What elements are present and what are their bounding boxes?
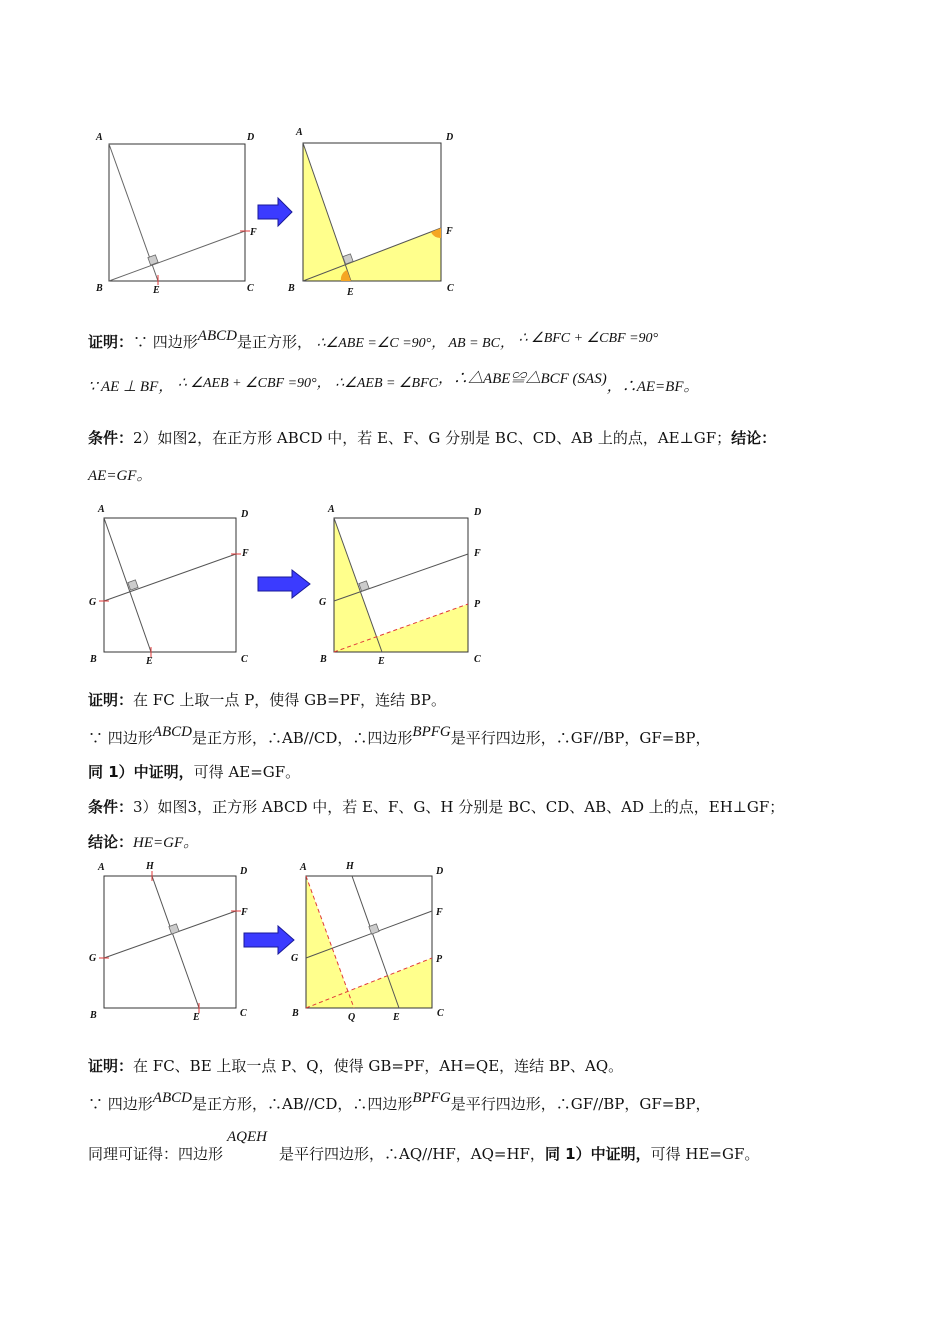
proof-2-line-1 [88, 690, 446, 710]
figure-1-right [287, 127, 454, 298]
abcd: ABCD [152, 724, 192, 740]
figure-3-right [291, 861, 444, 1023]
label-C: C [241, 654, 248, 665]
text: ∵ 四边形 [133, 333, 198, 351]
proof-3-line-1 [88, 1056, 623, 1076]
figure-2-right [319, 504, 481, 667]
label-F: F [241, 907, 248, 918]
math: ∴∠ABE =∠C =90°， AB = BC， [316, 336, 514, 351]
label-Q: Q [348, 1012, 356, 1023]
figure-2 [86, 500, 496, 672]
label-E: E [347, 287, 354, 298]
condition-2 [88, 428, 776, 448]
proof-label: 证明： [88, 691, 134, 709]
label-P: P [436, 954, 443, 965]
label-B: B [320, 654, 327, 665]
label-B: B [90, 1010, 97, 1021]
proof-1-line-2 [88, 371, 699, 398]
proof-label: 同 1）中证明， [88, 763, 194, 781]
text: ∵ 四边形 [88, 729, 153, 747]
text: 是平行四边形，∴GF//BP，GF=BP， [450, 1095, 711, 1113]
proof-label: 同 1）中证明， [544, 1145, 651, 1163]
label-F: F [474, 548, 481, 559]
text: 在 FC、BE 上取一点 P、Q，使得 GB=PF，AH=QE，连结 BP、AQ。 [133, 1057, 624, 1075]
text: 可得 AE=GF。 [193, 763, 301, 781]
conclusion-label: 结论： [88, 833, 134, 851]
label-F: F [436, 907, 443, 918]
label-C: C [447, 283, 454, 294]
text: 同理可证得：四边形 [88, 1145, 224, 1163]
label-E: E [393, 1012, 400, 1023]
arrow-icon [244, 926, 294, 954]
aqeh: AQEH [227, 1129, 268, 1145]
label-G: G [89, 597, 97, 608]
math: ∵ AE ⊥ BF， [88, 379, 174, 395]
label-B: B [96, 283, 103, 294]
label-F: F [250, 227, 257, 238]
math: ∴ ∠BFC + ∠CBF =90° [518, 331, 659, 346]
label-F: F [446, 226, 453, 237]
label-C: C [240, 1008, 247, 1019]
condition-label: 条件： [88, 798, 134, 816]
proof-1-line-1 [88, 328, 659, 354]
label-G: G [291, 953, 299, 964]
text: ∵ 四边形 [88, 1095, 153, 1113]
label-H: H [146, 861, 154, 872]
label-A: A [98, 504, 105, 515]
conclusion-2: AE=GF。 [88, 468, 152, 484]
conclusion-label: 结论： [731, 429, 777, 447]
label-E: E [146, 656, 153, 667]
math: ∴∠AEB = ∠BFC [335, 376, 438, 391]
label-E: E [378, 656, 385, 667]
condition-text: 2）如图2，在正方形 ABCD 中，若 E、F、G 分别是 BC、CD、AB 上的点，AE⊥GF； [133, 429, 732, 447]
label-A: A [96, 132, 103, 143]
label-P: P [474, 599, 481, 610]
figure-3 [86, 856, 466, 1028]
label-A: A [300, 862, 307, 873]
abcd: ABCD [197, 328, 237, 344]
label-D: D [474, 507, 482, 518]
conclusion-text: HE=GF。 [133, 835, 199, 851]
condition-3 [88, 797, 784, 817]
label-A: A [296, 127, 303, 138]
figure-1-left [95, 132, 257, 296]
label-E: E [193, 1012, 200, 1023]
condition-text: 3）如图3，正方形 ABCD 中，若 E、F、G、H 分别是 BC、CD、AB、AD 上的点，EH⊥GF； [133, 798, 785, 816]
figure-3-left [89, 861, 248, 1023]
label-D: D [436, 866, 444, 877]
proof-3-line-2 [88, 1090, 711, 1115]
proof-2-line-3 [88, 762, 300, 782]
proof-label: 证明： [88, 333, 134, 351]
text: 可得 HE=GF。 [650, 1145, 760, 1163]
text: 是正方形，∴AB//CD，∴四边形 [191, 729, 413, 747]
text: 是平行四边形，∴GF//BP，GF=BP， [450, 729, 711, 747]
text: 是正方形，∴AB//CD，∴四边形 [191, 1095, 413, 1113]
text: 是正方形， [236, 333, 312, 351]
bpfg: BPFG [412, 1090, 451, 1106]
conclusion-3 [88, 832, 198, 853]
label-B: B [288, 283, 295, 294]
proof-label: 证明： [88, 1057, 134, 1075]
label-C: C [437, 1008, 444, 1019]
label-D: D [446, 132, 454, 143]
abcd: ABCD [152, 1090, 192, 1106]
figure-2-left [89, 504, 249, 667]
figure-1 [90, 125, 470, 300]
proof-2-line-2 [88, 724, 711, 749]
label-D: D [241, 509, 249, 520]
label-B: B [292, 1008, 299, 1019]
arrow-icon [258, 198, 292, 226]
label-A: A [98, 862, 105, 873]
label-H: H [346, 861, 354, 872]
label-B: B [90, 654, 97, 665]
label-G: G [89, 953, 97, 964]
condition-label: 条件： [88, 429, 134, 447]
label-D: D [247, 132, 255, 143]
proof-3-line-3 [88, 1129, 760, 1165]
label-C: C [247, 283, 254, 294]
label-F: F [242, 548, 249, 559]
text: 在 FC 上取一点 P，使得 GB=PF，连结 BP。 [133, 691, 447, 709]
arrow-icon [258, 570, 310, 598]
math: ，∴AE=BF。 [606, 379, 699, 395]
label-A: A [328, 504, 335, 515]
label-E: E [153, 285, 160, 296]
label-D: D [240, 866, 248, 877]
text: 是平行四边形，∴AQ//HF，AQ=HF， [279, 1145, 545, 1163]
bpfg: BPFG [412, 724, 451, 740]
math: ∴ ∠AEB + ∠CBF =90°， [178, 376, 331, 391]
math: ，∴△ABE≌△BCF (SAS) [437, 371, 607, 387]
label-C: C [474, 654, 481, 665]
label-G: G [319, 597, 327, 608]
